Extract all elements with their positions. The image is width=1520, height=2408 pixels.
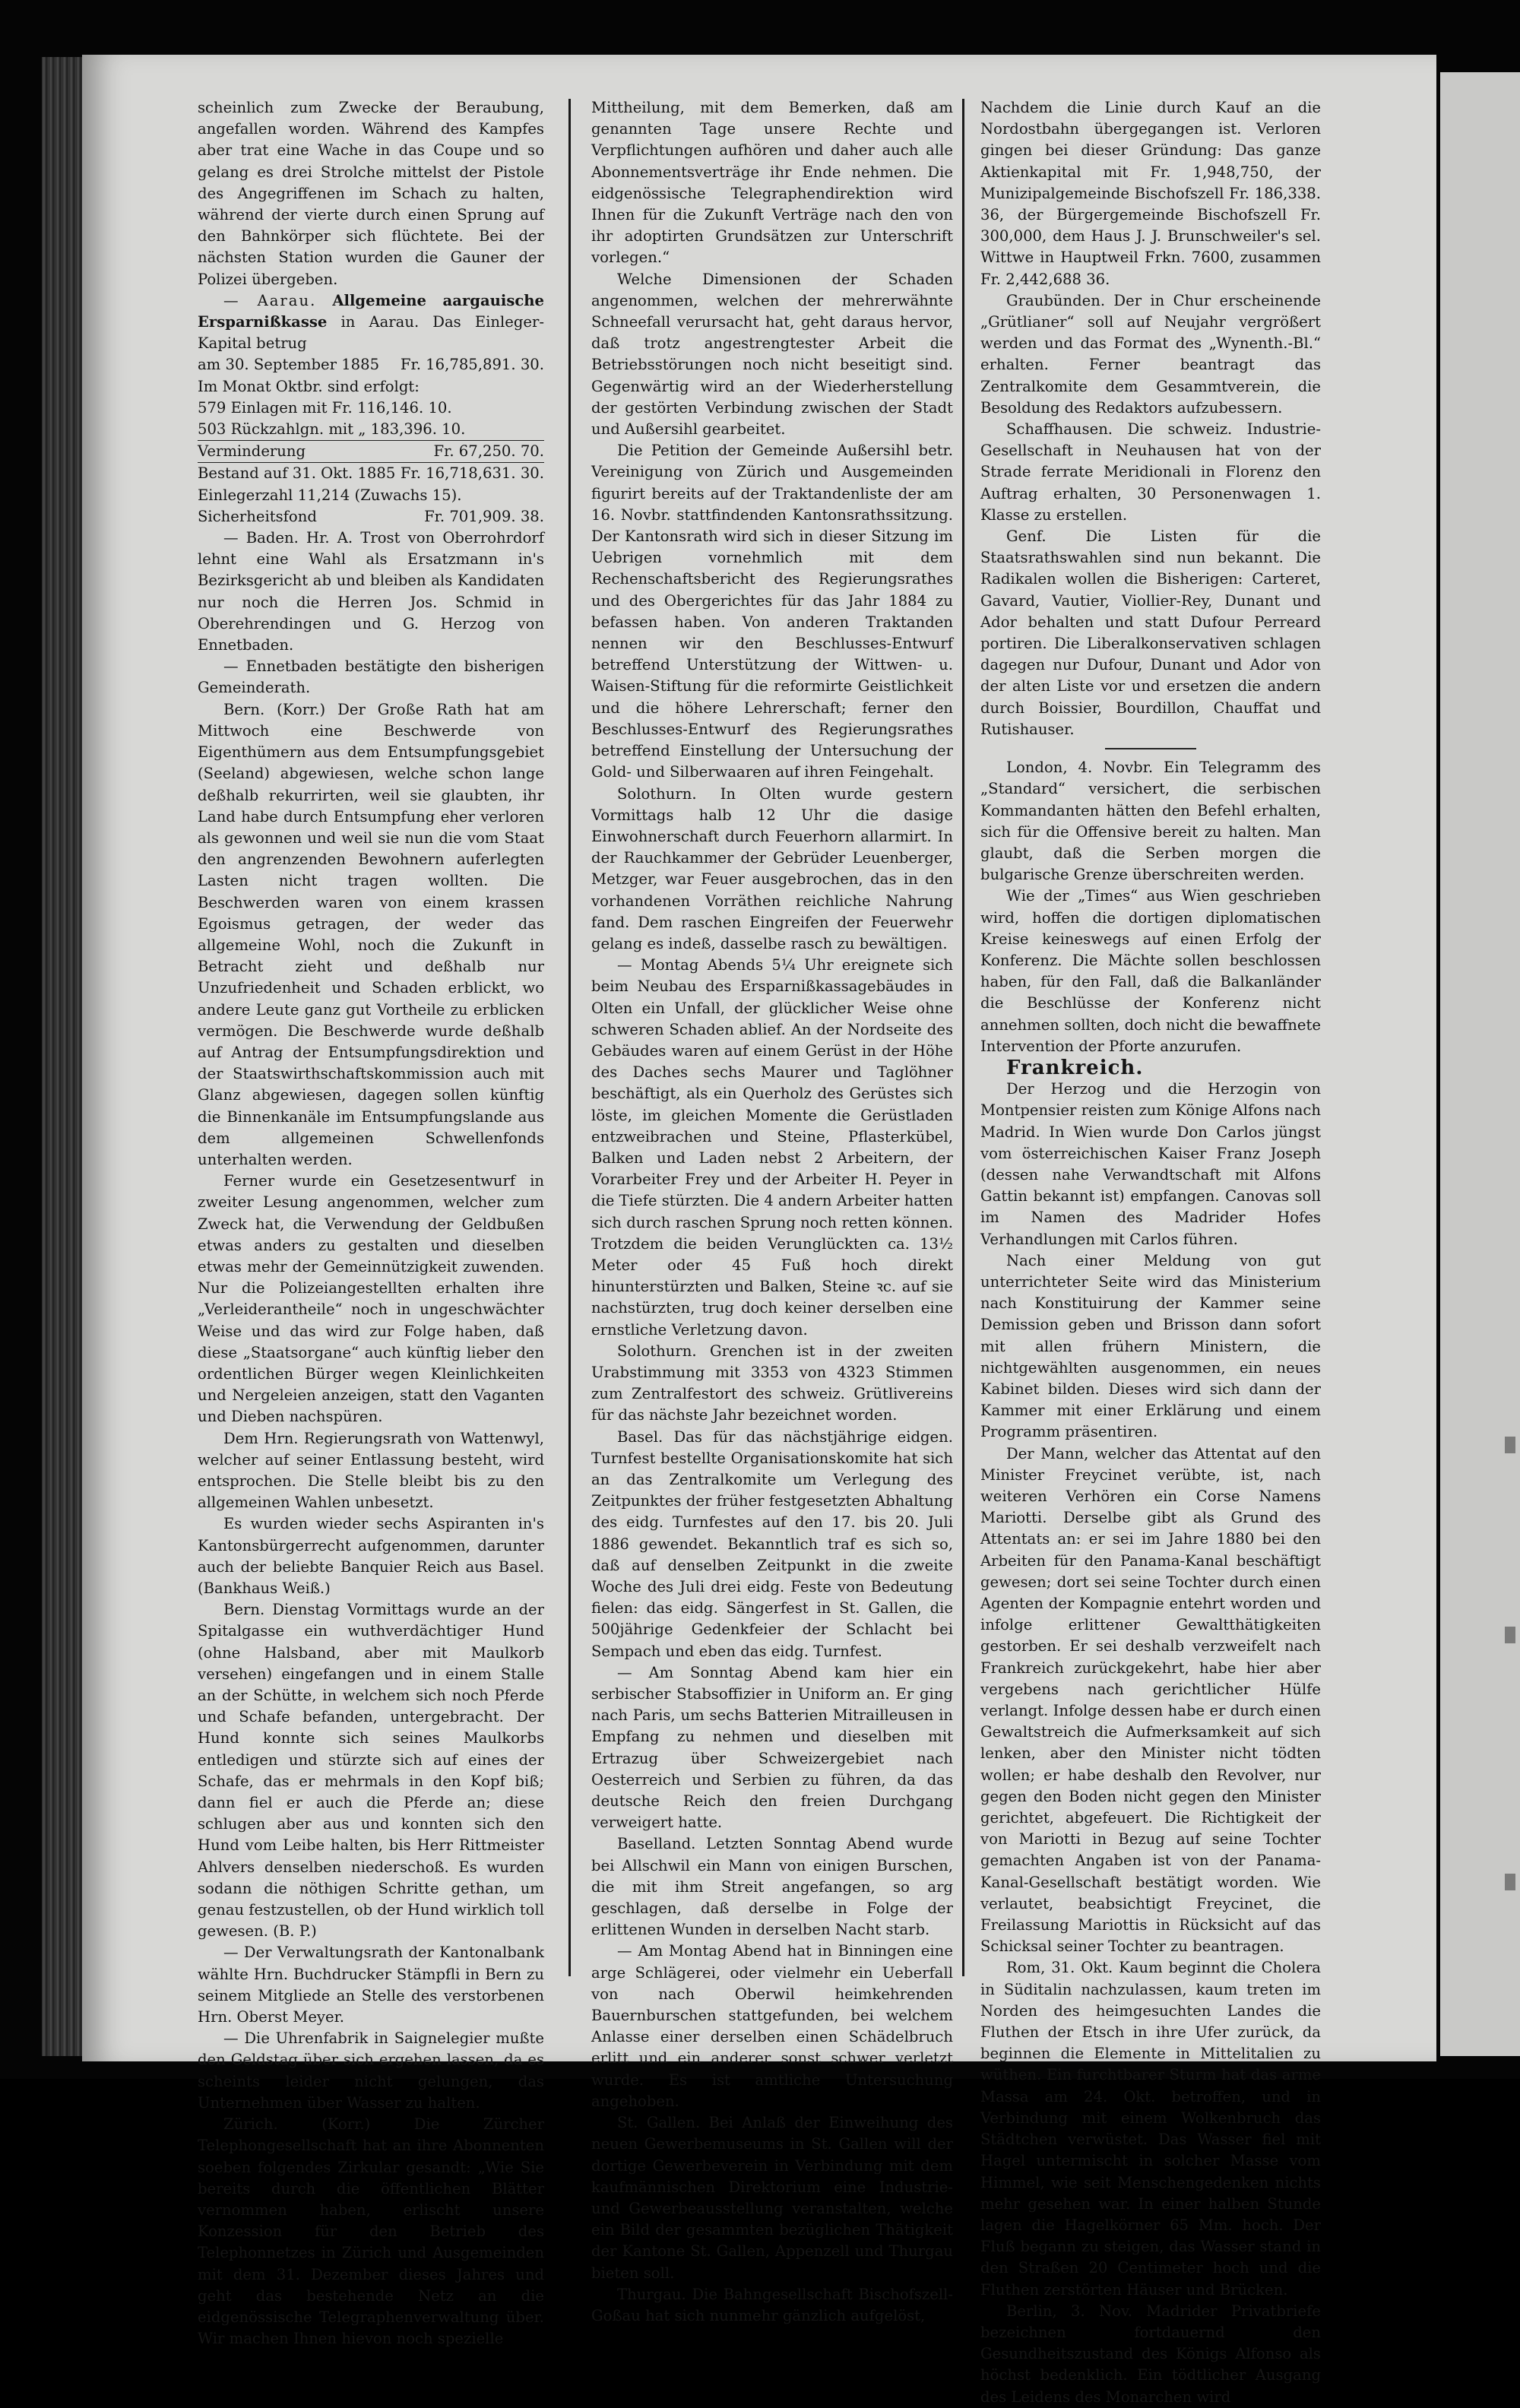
column-3: [980, 97, 1321, 2406]
column-2: [591, 97, 953, 2324]
article-paragraph: Welche Dimensionen der Schaden angenommen, welchen der mehrerwähnte Schneefall verursacht hat, geht daraus hervor, daß trotz angestrengtester Arbeit die Betriebsstörungen noch nicht beseitigt sind. Gegenwärtig wird an der Wiederherstellung der gestörten Verbindung zwischen der Stadt und Außersihl gearbeitet.: [591, 270, 953, 439]
article-paragraph: Wie der „Times“ aus Wien geschrieben wird, hoffen die dortigen diplomatischen Kreise keineswegs auf einen Erfolg der Konferenz. Die Mächte sollen beschlossen haben, für den Fall, daß die Balkanländer die Beschlüsse der Konferenz nicht annehmen sollten, doch nicht die bewaffnete Intervention der Pforte anzurufen.: [980, 887, 1321, 1055]
article-paragraph: Die Petition der Gemeinde Außersihl betr. Vereinigung von Zürich und Ausgemeinden figurirt bereits auf der Traktandenliste der am 16. Novbr. stattfindenden Kantonsrathssitzung. Der Kantonsrath wird sich in dieser Sitzung im Uebrigen vornehmlich mit dem Rechenschaftsbericht des Regierungsrathes und des Obergerichtes für das Jahr 1884 zu befassen haben. Von anderen Traktanden nennen wir den Beschlusses-Entwurf betreffend Unterstützung der Wittwen- u. Waisen-Stiftung für die reformirte Geistlichkeit und die höhere Lehrerschaft; ferner den Beschlusses-Entwurf des Regierungsrathes betreffend Einstellung der Untersuchung der Gold- und Silberwaaren auf ihren Feingehalt.: [591, 442, 953, 781]
article-paragraph: Thurgau. Die Bahngesellschaft Bischofszell-Goßau hat sich nunmehr gänzlich aufgelöst,: [591, 2285, 953, 2324]
article-paragraph: Schaffhausen. Die schweiz. Industrie-Gesellschaft in Neuhausen hat von der Strade ferrate Meridionali in Florenz den Auftrag erhalten, 30 Personenwagen 1. Klasse zu erstellen.: [980, 420, 1321, 524]
bleed-mark: [1505, 1874, 1515, 1890]
column-divider: [568, 99, 571, 1976]
article-paragraph: — Der Verwaltungsrath der Kantonalbank wählte Hrn. Buchdrucker Stämpfli in Bern zu seinem Mitgliede an Stelle des verstorbenen Hrn. Oberst Meyer.: [198, 1944, 544, 2026]
article-paragraph: — Die Uhrenfabrik in Saignelegier mußte den Geldstag über sich ergehen lassen, da es scheints leider nicht gelungen, das Unternehmen über Wasser zu halten.: [198, 2029, 544, 2112]
article-paragraph: Berlin, 3. Nov. Madrider Privatbriefe bezeichnen fortdauernd den Gesundheitszustand des Königs Alfonso als höchst bedenklich. Ein tödtlicher Ausgang des Leidens des Monarchen wird: [980, 2302, 1321, 2406]
section-heading-frankreich: Frankreich.: [1006, 1056, 1144, 1079]
column-divider: [962, 99, 964, 1976]
aarau-title: Allgemeine aargauische Ersparnißkasse: [198, 291, 544, 331]
article-paragraph: — Montag Abends 5¼ Uhr ereignete sich beim Neubau des Ersparnißkassagebäudes in Olten ein Unfall, der glücklicher Weise ohne schweren Schaden ablief. An der Nordseite des Gebäudes waren auf einem Gerüst in der Höhe des Daches sechs Maurer und Taglöhner beschäftigt, als ein Querholz des Gerüstes sich löste, im gleichen Momente die Gerüstladen entzweibrachen und Steine, Pflasterkübel, Balken und Laden nebst 2 Arbeitern, der Vorarbeiter Frey und der Arbeiter H. Peyer in die Tiefe stürzten. Die 4 andern Arbeiter hatten sich durch raschen Sprung noch retten können. Trotzdem die beiden Verunglückten ca. 13½ Meter oder 45 Fuß hoch direkt hinunterstürzten und Balken, Steine ꝛc. auf sie nachstürzten, trug doch keiner derselben eine ernstliche Verletzung davon.: [591, 956, 953, 1339]
section-divider: [1105, 748, 1196, 749]
article-paragraph: Bern. Dienstag Vormittags wurde an der Spitalgasse ein wuthverdächtiger Hund (ohne Halsband, aber mit Maulkorb versehen) eingefangen und in einem Stalle an der Schütte, in welchem sich noch Pferde und Schafe befanden, untergebracht. Der Hund konnte sich seines Maulkorbs entledigen und stürzte sich auf eines der Schafe, das er mehrmals in den Kopf biß; dann fiel er auch die Pferde an; diese schlugen aber aus und konnten sich den Hund vom Leibe halten, bis Herr Rittmeister Ahlvers denselben niederschoß. Es wurden sodann die nöthigen Schritte gethan, um genau festzustellen, ob der Hund wirklich toll gewesen. (B. P.): [198, 1601, 544, 1941]
article-paragraph: London, 4. Novbr. Ein Telegramm des „Standard“ versichert, die serbischen Kommandanten hätten den Befehl erhalten, sich für die Offensive bereit zu halten. Man glaubt, daß die Serben morgen die bulgarische Grenze überschreiten werden.: [980, 759, 1321, 884]
article-paragraph: Der Herzog und die Herzogin von Montpensier reisten zum Könige Alfons nach Madrid. In Wien wurde Don Carlos jüngst vom österreichischen Kaiser Franz Joseph (dessen nahe Verwandtschaft mit Alfons Gattin bekannt ist) empfangen. Canovas soll im Namen des Madrider Hofes Verhandlungen mit Carlos führen.: [980, 1080, 1321, 1248]
article-paragraph: Dem Hrn. Regierungsrath von Wattenwyl, welcher auf seiner Entlassung besteht, wird entsprochen. Die Stelle bleibt bis zu den allgemeinen Wahlen unbesetzt.: [198, 1429, 544, 1512]
article-paragraph: St. Gallen. Bei Anlaß der Einweihung des neuen Gewerbemuseums in St. Gallen will der dortige Gewerbeverein in Verbindung mit dem kaufmännischen Direktorium eine Industrie- und Gewerbeausstellung veranstalten, welche ein Bild der gesammten bezüglichen Thätigkeit der Kantone St. Gallen, Appenzell und Thurgau bieten soll.: [591, 2114, 953, 2282]
article-paragraph: scheinlich zum Zwecke der Beraubung, angefallen worden. Während des Kampfes aber trat eine Wache in das Coupe und so gelang es drei Strolche mittelst der Pistole des Angegriffenen im Schach zu halten, während der vierte durch einen Sprung auf den Bahnkörper sich flüchtete. Bei der nächsten Station wurden die Gauner der Polizei übergeben.: [198, 99, 544, 288]
aarau-rest: in Aarau. Das Einleger-Kapital betrug: [198, 313, 544, 353]
article-paragraph: Es wurden wieder sechs Aspiranten in's Kantonsbürgerrecht aufgenommen, darunter auch der beliebte Banquier Reich aus Basel. (Bankhaus Weiß.): [198, 1515, 544, 1598]
ledger-row: 579 Einlagen mit Fr. 116,146. 10.: [198, 398, 452, 417]
article-paragraph: — Am Montag Abend hat in Binningen eine arge Schlägerei, oder vielmehr ein Ueberfall von nach Oberwil heimkehrenden Bauernburschen stattgefunden, bei welchem Anlasse einer derselben einen Schädelbruch erlitt und ein anderer sonst schwer verletzt wurde. Es ist amtliche Untersuchung angehoben.: [591, 1942, 953, 2110]
ledger-row: Einlegerzahl 11,214 (Zuwachs 15).: [198, 486, 462, 504]
next-page-strip: [1440, 72, 1520, 2056]
aarau-notice: [198, 290, 544, 355]
bleed-mark: [1505, 1627, 1515, 1643]
ledger-row: 503 Rückzahlgn. mit „ 183,396. 10.: [198, 419, 544, 441]
article-paragraph: Genf. Die Listen für die Staatsrathswahlen sind nun bekannt. Die Radikalen wollen die Bisherigen: Carteret, Gavard, Vautier, Viollier-Rey, Dunant und Ador behalten und statt Dufour Perreard portiren. Die Liberalkonservativen schlagen dagegen nur Dufour, Dunant und Ador von der alten Liste vor und ersetzen die andern durch Boissier, Bourdillon, Chauffat und Rutishauser.: [980, 528, 1321, 738]
article-paragraph: — Baden. Hr. A. Trost von Oberrohrdorf lehnt eine Wahl als Ersatzmann in's Bezirksgericht ab und bleiben als Kandidaten nur noch die Herren Jos. Schmid in Oberehrendingen und G. Herzog von Ennetbaden.: [198, 529, 544, 654]
ledger-row: Verminderung Fr. 67,250. 70.: [198, 441, 544, 463]
article-paragraph: Graubünden. Der in Chur erscheinende „Grütlianer“ soll auf Neujahr vergrößert werden und das Format des „Wynenth.-Bl.“ erhalten. Ferner beantragt das Zentralkomite dem Gesammtverein, die Besoldung des Redaktors aufzubessern.: [980, 291, 1321, 417]
article-paragraph: Mittheilung, mit dem Bemerken, daß am genannten Tage unsere Rechte und Verpflichtungen aufhören und daher auch alle Abonnementsverträge ihr Ende nehmen. Die eidgenössische Telegraphendirektion wird Ihnen für die Zukunft Verträge nach den von ihr adoptirten Grundsätzen zur Unterschrift vorlegen.“: [591, 99, 953, 267]
article-paragraph: Ferner wurde ein Gesetzesentwurf in zweiter Lesung angenommen, welcher zum Zweck hat, die Verwendung der Geldbußen etwas anders zu gestalten und dieselben etwas mehr der Gemeinnützigkeit zuwenden. Nur die Polizeiangestellten erhalten ihre „Verleiderantheile“ noch in ungeschwächter Weise und das wird zur Folge haben, daß diese „Staatsorgane“ auch künftig lieber den ordentlichen Bürger wegen Kleinlichkeiten und Nergeleien anzeigen, statt den Vaganten und Dieben nachspüren.: [198, 1172, 544, 1426]
article-paragraph: — Am Sonntag Abend kam hier ein serbischer Stabsoffizier in Uniform an. Er ging nach Paris, um sechs Batterien Mitrailleusen in Empfang zu nehmen und dieselben mit Ertrazug über Schweizergebiet nach Oesterreich und Serbien zu führen, da das deutsche Reich den freien Durchgang verweigert hatte.: [591, 1663, 953, 1832]
ledger-row: Bestand auf 31. Okt. 1885 Fr. 16,718,631. 30.: [198, 464, 544, 483]
article-paragraph: Der Mann, welcher das Attentat auf den Minister Freycinet verübte, ist, nach weiteren Verhören ein Corse Namens Mariotti. Derselbe gibt als Grund des Attentats an: er sei im Jahre 1880 bei den Arbeiten für den Panama-Kanal beschäftigt gewesen; dort sei seine Tochter durch einen Agenten der Kompagnie entehrt worden und infolge erlittener Gewaltthätigkeiten gestorben. Er sei deshalb verzweifelt nach Frankreich zurückgekehrt, habe hier aber vergebens nach gerichtlicher Hülfe verlangt. Infolge dessen habe er durch einen Gewaltstreich die Aufmerksamkeit auf sich lenken, aber den Minister nicht tödten wollen; er habe deshalb den Revolver, nur gegen den Boden nicht gegen den Minister gerichtet, abgefeuert. Die Richtigkeit der von Mariotti in Bezug auf seine Tochter gemachten Angaben ist von der Panama-Kanal-Gesellschaft bestätigt worden. Wie verlautet, beabsichtigt Freycinet, die Freilassung Mariottis in Rücksicht auf das Schicksal seiner Tochter zu beantragen.: [980, 1444, 1321, 1956]
bleed-mark: [1505, 1437, 1515, 1453]
article-paragraph: Basel. Das für das nächstjährige eidgen. Turnfest bestellte Organisationskomite hat sich an das Zentralkomite um Verlegung des Zeitpunktes der früher festgesetzten Abhaltung des eidg. Turnfestes auf den 17. bis 20. Juli 1886 gewendet. Bekanntlich traf es sich so, daß auf denselben Zeitpunkt in die zweite Woche des Juli drei eidg. Feste von Bedeutung fielen: das eidg. Sängerfest in St. Gallen, die 500jährige Gedenkfeier der Schlacht bei Sempach und eben das eidg. Turnfest.: [591, 1427, 953, 1660]
ledger-row: Sicherheitsfond Fr. 701,909. 38.: [198, 507, 544, 525]
article-paragraph: Nach einer Meldung von gut unterrichteter Seite wird das Ministerium nach Konstituirung der Kammer seine Demission geben und Brisson dann sofort mit allen frühern Ministern, die nichtgewählten ausgenommen, ein neues Kabinet bilden. Dieses wird sich dann der Kammer mit einer Erklärung und einem Programm präsentiren.: [980, 1251, 1321, 1441]
article-paragraph: — Ennetbaden bestätigte den bisherigen Gemeinderath.: [198, 657, 544, 697]
article-paragraph: Zürich. (Korr.) Die Zürcher Telephongesellschaft hat an ihre Abonnenten soeben folgendes Zirkular gesandt: „Wie Sie bereits durch die öffentlichen Blätter vernommen haben, erlischt unsere Konzession für den Betrieb des Telephonnetzes in Zürich und Ausgemeinden mit dem 31. Dezember dieses Jahres und geht das bestehende Netz an die eidgenössische Telegraphenverwaltung über. Wir machen Ihnen hievon noch spezielle: [198, 2115, 544, 2348]
article-paragraph: Solothurn. In Olten wurde gestern Vormittags halb 12 Uhr die dasige Einwohnerschaft durch Feuerhorn allarmirt. In der Rauchkammer der Gebrüder Leuenberger, Metzger, war Feuer ausgebrochen, das in den vorhandenen Vorräthen reichliche Nahrung fand. Dem raschen Eingreifen der Feuerwehr gelang es indeß, dasselbe rasch zu bewältigen.: [591, 784, 953, 952]
article-paragraph: Nachdem die Linie durch Kauf an die Nordostbahn übergegangen ist. Verloren gingen bei dieser Gründung: Das ganze Aktienkapital mit Fr. 1,948,750, der Munizipalgemeinde Bischofszell Fr. 186,338. 36, der Bürgergemeinde Bischofszell Fr. 300,000, dem Haus J. J. Brunschweiler's sel. Wittwe in Hauptweil Frkn. 7600, zusammen Fr. 2,442,688 36.: [980, 99, 1321, 288]
savings-ledger: [198, 354, 544, 528]
article-paragraph: Rom, 31. Okt. Kaum beginnt die Cholera in Süditalin nachzulassen, kaum treten im Norden des heimgesuchten Landes die Fluthen der Etsch in ihre Ufer zurück, da beginnen die Elemente in Mittelitalien zu wüthen. Ein furchtbarer Sturm hat das arme Massa am 24. Okt. betroffen, und in Verbindung mit einem Wolkenbruch das Städtchen verwüstet. Das Wasser fiel mit Hagel untermischt in solcher Masse vom Himmel, wie seit Menschengedenken nichts mehr gesehen war. In einer halben Stunde lagen die Hagelkörner 65 Mm. hoch. Der Fluß begann zu steigen, das Wasser stand in den Straßen 20 Centimeter hoch und die Fluthen zerstörten Häuser und Brücken.: [980, 1959, 1321, 2299]
column-1: [198, 97, 544, 2348]
article-paragraph: Solothurn. Grenchen ist in der zweiten Urabstimmung mit 3353 von 4323 Stimmen zum Zentralfestort des schweiz. Grütlivereins für das nächste Jahr bezeichnet worden.: [591, 1342, 953, 1424]
article-paragraph: Bern. (Korr.) Der Große Rath hat am Mittwoch eine Beschwerde von Eigenthümern aus dem Entsumpfungsgebiet (Seeland) abgewiesen, welche schon lange deßhalb rekurrirten, weil sie glaubten, ihr Land habe durch Entsumpfung eher verloren als gewonnen und weil sie nun die vom Staat den angrenzenden Bewohnern auferlegten Lasten nicht tragen wollten. Die Beschwerden waren von einem krassen Egoismus getragen, der weder das allgemeine Wohl, noch die Zukunft in Betracht zieht und deßhalb nur Unzufriedenheit und Schaden erblickt, wo andere Leute ganz gut Vortheile zu erblicken vermögen. Die Beschwerde wurde deßhalb auf Antrag der Entsumpfungsdirektion und der Staatswirthschaftskommission auch mit Glanz abgewiesen, dagegen sollen künftig die Binnenkanäle im Entsumpfungslande aus dem allgemeinen Schwellenfonds unterhalten werden.: [198, 700, 544, 1168]
article-paragraph: Baselland. Letzten Sonntag Abend wurde bei Allschwil ein Mann von einigen Burschen, die mit ihm Streit angefangen, so arg geschlagen, daß derselbe in Folge der erlittenen Wunden in derselben Nacht starb.: [591, 1835, 953, 1939]
aarau-lead: — Aarau.: [223, 291, 317, 309]
ledger-row: am 30. September 1885 Fr. 16,785,891. 30.: [198, 356, 544, 374]
ledger-row: Im Monat Oktbr. sind erfolgt:: [198, 377, 420, 395]
